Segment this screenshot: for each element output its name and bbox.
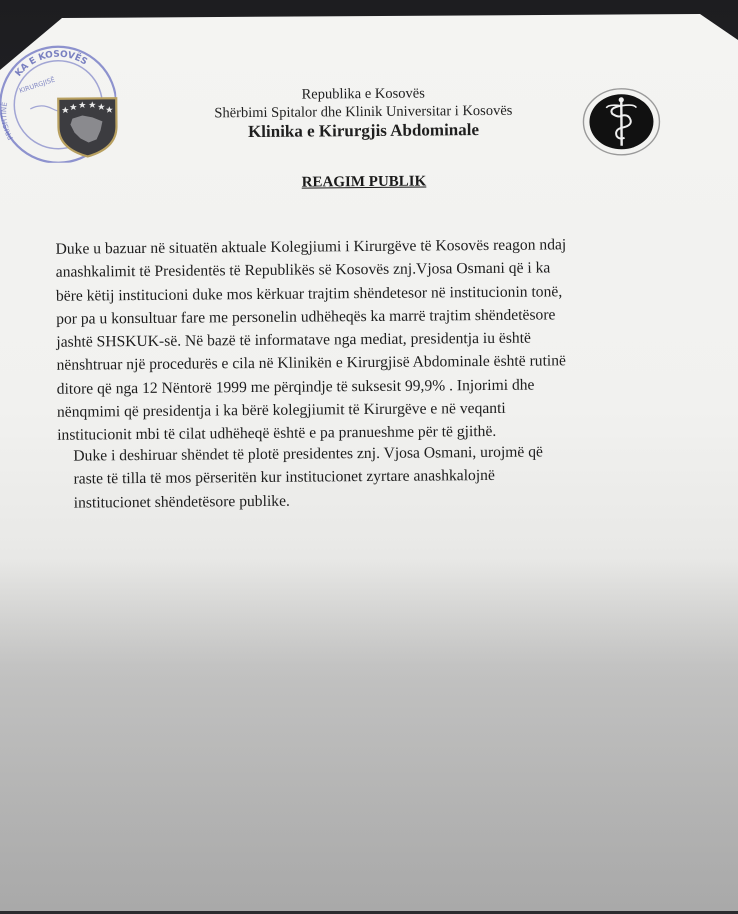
paragraph-line: nënshtruar një procedurës e cila në Klinikën e Kirurgjisë Abdominale është rutinë — [56, 350, 567, 378]
stamp-side-text: PRISHTINË — [0, 101, 15, 141]
paragraph-line: por pa u konsultuar fare me personelin udhëheqës ka marrë trajtim shëndetësore — [56, 303, 567, 331]
paragraph-line: Duke i deshiruar shëndet të plotë presidentes znj. Vjosa Osmani, urojmë që — [73, 440, 543, 467]
paragraph-line: raste të tilla të mos përseritën kur institucionet zyrtare anashkalojnë — [73, 464, 543, 491]
paragraph-line: bëre këtij institucioni duke mos kërkuar trajtim shëndetesor në institucionin tonë, — [56, 280, 567, 308]
svg-text:KA E KOSOVËS — [14, 49, 89, 78]
paragraph-line: institucionit mbi të cilat udhëheqë është e pa pranueshme për të gjithë. — [57, 420, 568, 448]
paragraph-line: ditore që nga 12 Nëntorë 1999 me përqindje të suksesit 99,9% . Injorimi dhe — [57, 373, 568, 401]
paragraph-line: nënqmimi që presidentja i ka bërë kolegjiumit të Kirurgëve e në veqanti — [57, 396, 568, 424]
paragraph-closing — [73, 440, 543, 514]
header-service: Shërbimi Spitalor dhe Klinik Universitar i Kosovës — [168, 102, 558, 122]
paragraph-line: Duke u bazuar në situatën aktuale Kolegjiumi i Kirurgëve të Kosovës reagon ndaj — [55, 233, 566, 261]
header-country: Republika e Kosovës — [168, 84, 558, 104]
header-clinic: Klinika e Kirurgjis Abdominale — [168, 119, 558, 142]
kosovo-coat-of-arms-icon — [52, 90, 123, 161]
paragraph-line: anashkalimit të Presidentës të Republikës së Kosovës znj.Vjosa Osmani që i ka — [56, 257, 567, 285]
stamp-top-text: KA E KOSOVËS — [14, 49, 89, 78]
paragraph-line: institucionet shëndetësore publike. — [74, 487, 544, 514]
medical-caduceus-seal-icon — [578, 85, 665, 158]
stamp-mid-text: KIRURGJISË — [18, 75, 56, 95]
svg-text:PRISHTINË — [0, 101, 15, 141]
document-title: REAGIM PUBLIK — [244, 173, 484, 192]
paragraph-line: jashtë SHSKUK-së. Në bazë të informatave nga mediat, presidentja iu është — [56, 326, 567, 354]
paragraph-main — [55, 233, 567, 447]
